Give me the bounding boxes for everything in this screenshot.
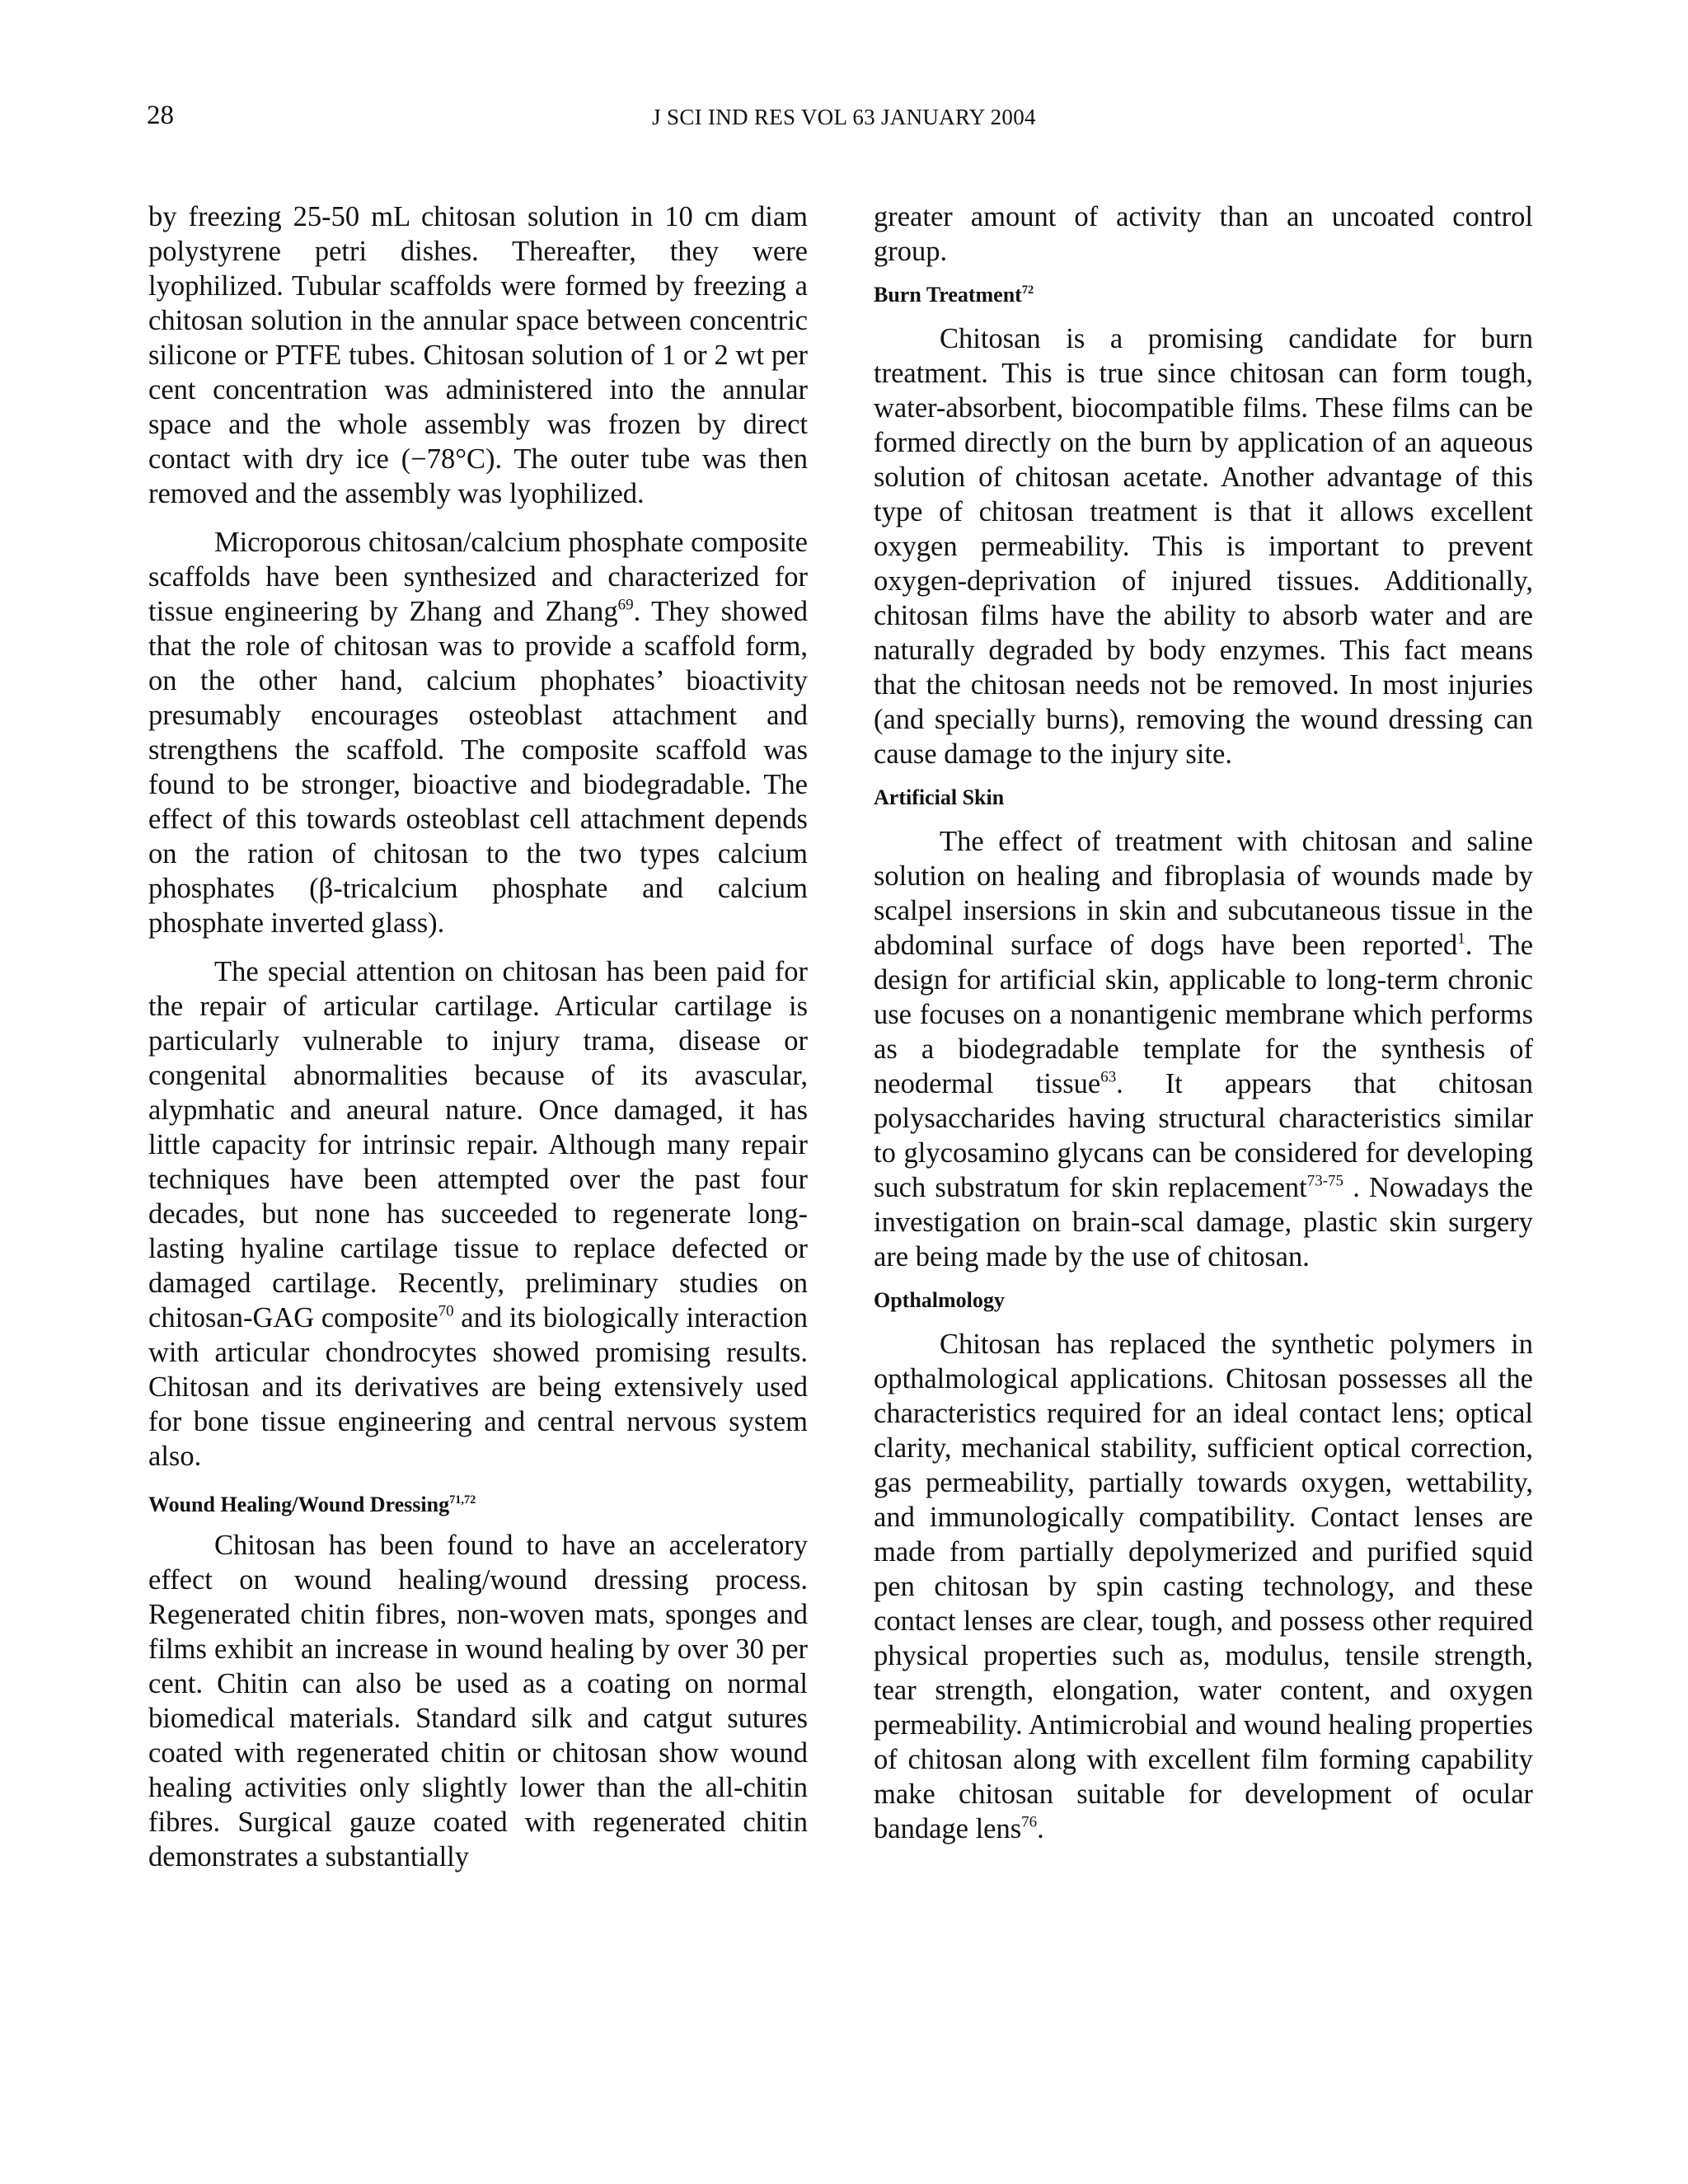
section-heading-artificial-skin: Artificial Skin — [874, 785, 1005, 809]
reference-marker: 70 — [438, 1302, 454, 1320]
running-head: J SCI IND RES VOL 63 JANUARY 2004 — [652, 105, 1036, 129]
reference-marker: 73-75 — [1306, 1172, 1343, 1190]
left-column — [148, 199, 808, 1874]
right-column — [874, 199, 1533, 1846]
heading-text: Burn Treatment — [874, 283, 1022, 307]
paragraph-scaffold-preparation: by freezing 25-50 mL chitosan solution in 10 cm diam polystyrene petri dishes. Thereafter, they were lyophilized. Tubular scaffolds were formed by freezing a chitosan solution in the annular space between concentric silicone or PTFE tubes. Chitosan solution of 1 or 2 wt per cent concentration was administered into the annular space and the whole assembly was frozen by direct contact with dry ice (−78°C). The outer tube was then removed and the assembly was lyophilized. — [148, 201, 808, 509]
paragraph-articular-cartilage — [148, 954, 808, 1474]
page-number: 28 — [147, 101, 174, 130]
paragraph-text: . The design for artificial skin, applicable to long-term chronic use focuses on a nonantigenic membrane which performs as a biodegradable template for the synthesis of neodermal tissue — [874, 930, 1534, 1099]
reference-marker: 1 — [1457, 930, 1465, 948]
paragraph-text: . It appears that chitosan polysaccharides having structural characteristics similar to glycosamino glycans can be considered for developing such substratum for skin replacement — [874, 1068, 1533, 1203]
reference-marker: 72 — [1021, 284, 1034, 297]
paragraph-microporous-scaffolds — [148, 525, 808, 940]
paragraph-text: . They showed that the role of chitosan was to provide a scaffold form, on the other hand, calcium phophates’ bioactivity presumably encourages osteoblast attachment and strengthens the scaffold. The composite scaffold was found to be stronger, bioactive and biodegradable. The effect of this towards osteoblast cell attachment depends on the ration of chitosan to the two types calcium phosphates (β-tricalcium phosphate and calcium phosphate inverted glass). — [148, 596, 808, 939]
heading-text: Wound Healing/Wound Dressing — [148, 1493, 450, 1516]
paragraph-text: The effect of treatment with chitosan and saline solution on healing and fibroplasia of wounds made by scalpel insersions in skin and subcutaneous tissue in the abdominal surface of dogs have been reported — [874, 826, 1533, 961]
paragraph-text: Microporous chitosan/calcium phosphate composite scaffolds have been synthesized and characterized for tissue engineering by Zhang and Zhang — [148, 527, 808, 627]
paragraph-text: . Nowadays the investigation on brain-scal damage, plastic skin surgery are being made by the use of chitosan. — [874, 1172, 1533, 1272]
paragraph-artificial-skin — [874, 824, 1533, 1274]
paragraph-opthalmology — [874, 1327, 1533, 1846]
paragraph-text: Chitosan has replaced the synthetic polymers in opthalmological applications. Chitosan possesses all the characteristics required for an ideal contact lens; optical clarity, mechanical stability, sufficient optical correction, gas permeability, partially towards oxygen, wettability, and immunologically compatibility. Contact lenses are made from partially depolymerized and purified squid pen chitosan by spin casting technology, and these contact lenses are clear, tough, and possess other required physical properties such as, modulus, tensile strength, tear strength, elongation, water content, and oxygen permeability. Antimicrobial and wound healing properties of chitosan along with excellent film forming capability make chitosan suitable for development of ocular bandage lens — [874, 1329, 1533, 1844]
section-heading-wound-healing — [148, 1490, 808, 1520]
reference-marker: 76 — [1021, 1813, 1038, 1831]
reference-marker: 71,72 — [449, 1493, 476, 1507]
paragraph-continued: greater amount of activity than an uncoated control group. — [874, 201, 1533, 267]
paragraph-burn-treatment: Chitosan is a promising candidate for burn treatment. This is true since chitosan can form tough, water-absorbent, biocompatible films. These films can be formed directly on the burn by application of an aqueous solution of chitosan acetate. Another advantage of this type of chitosan treatment is that it allows excellent oxygen permeability. This is important to prevent oxygen-deprivation of injured tissues. Additionally, chitosan films have the ability to absorb water and are naturally degraded by body enzymes. This fact means that the chitosan needs not be removed. In most injuries (and specially burns), removing the wound dressing can cause damage to the injury site. — [874, 323, 1533, 770]
reference-marker: 69 — [617, 596, 634, 614]
section-heading-burn-treatment — [874, 280, 1533, 310]
paragraph-text: . — [1037, 1813, 1044, 1844]
reference-marker: 63 — [1100, 1068, 1117, 1086]
paragraph-wound-healing: Chitosan has been found to have an acceleratory effect on wound healing/wound dressing process. Regenerated chitin fibres, non-woven mats, sponges and films exhibit an increase in wound healing by over 30 per cent. Chitin can also be used as a coating on normal biomedical materials. Standard silk and catgut sutures coated with regenerated chitin or chitosan show wound healing activities only slightly lower than the all-chitin fibres. Surgical gauze coated with regenerated chitin demonstrates a substantially — [148, 1530, 808, 1872]
paragraph-text: The special attention on chitosan has been paid for the repair of articular cartilage. Articular cartilage is particularly vulnerable to injury trama, disease or congenital abnormalities because of its avascular, alypmhatic and aneural nature. Once damaged, it has little capacity for intrinsic repair. Although many repair techniques have been attempted over the past four decades, but none has succeeded to regenerate long-lasting hyaline cartilage tissue to replace defected or damaged cartilage. Recently, preliminary studies on chitosan-GAG composite — [148, 956, 808, 1333]
section-heading-opthalmology: Opthalmology — [874, 1288, 1005, 1312]
paragraph-text: and its biologically interaction with articular chondrocytes showed promising results. Chitosan and its derivatives are being extensively used for bone tissue engineering and central nervous system also. — [148, 1302, 808, 1472]
